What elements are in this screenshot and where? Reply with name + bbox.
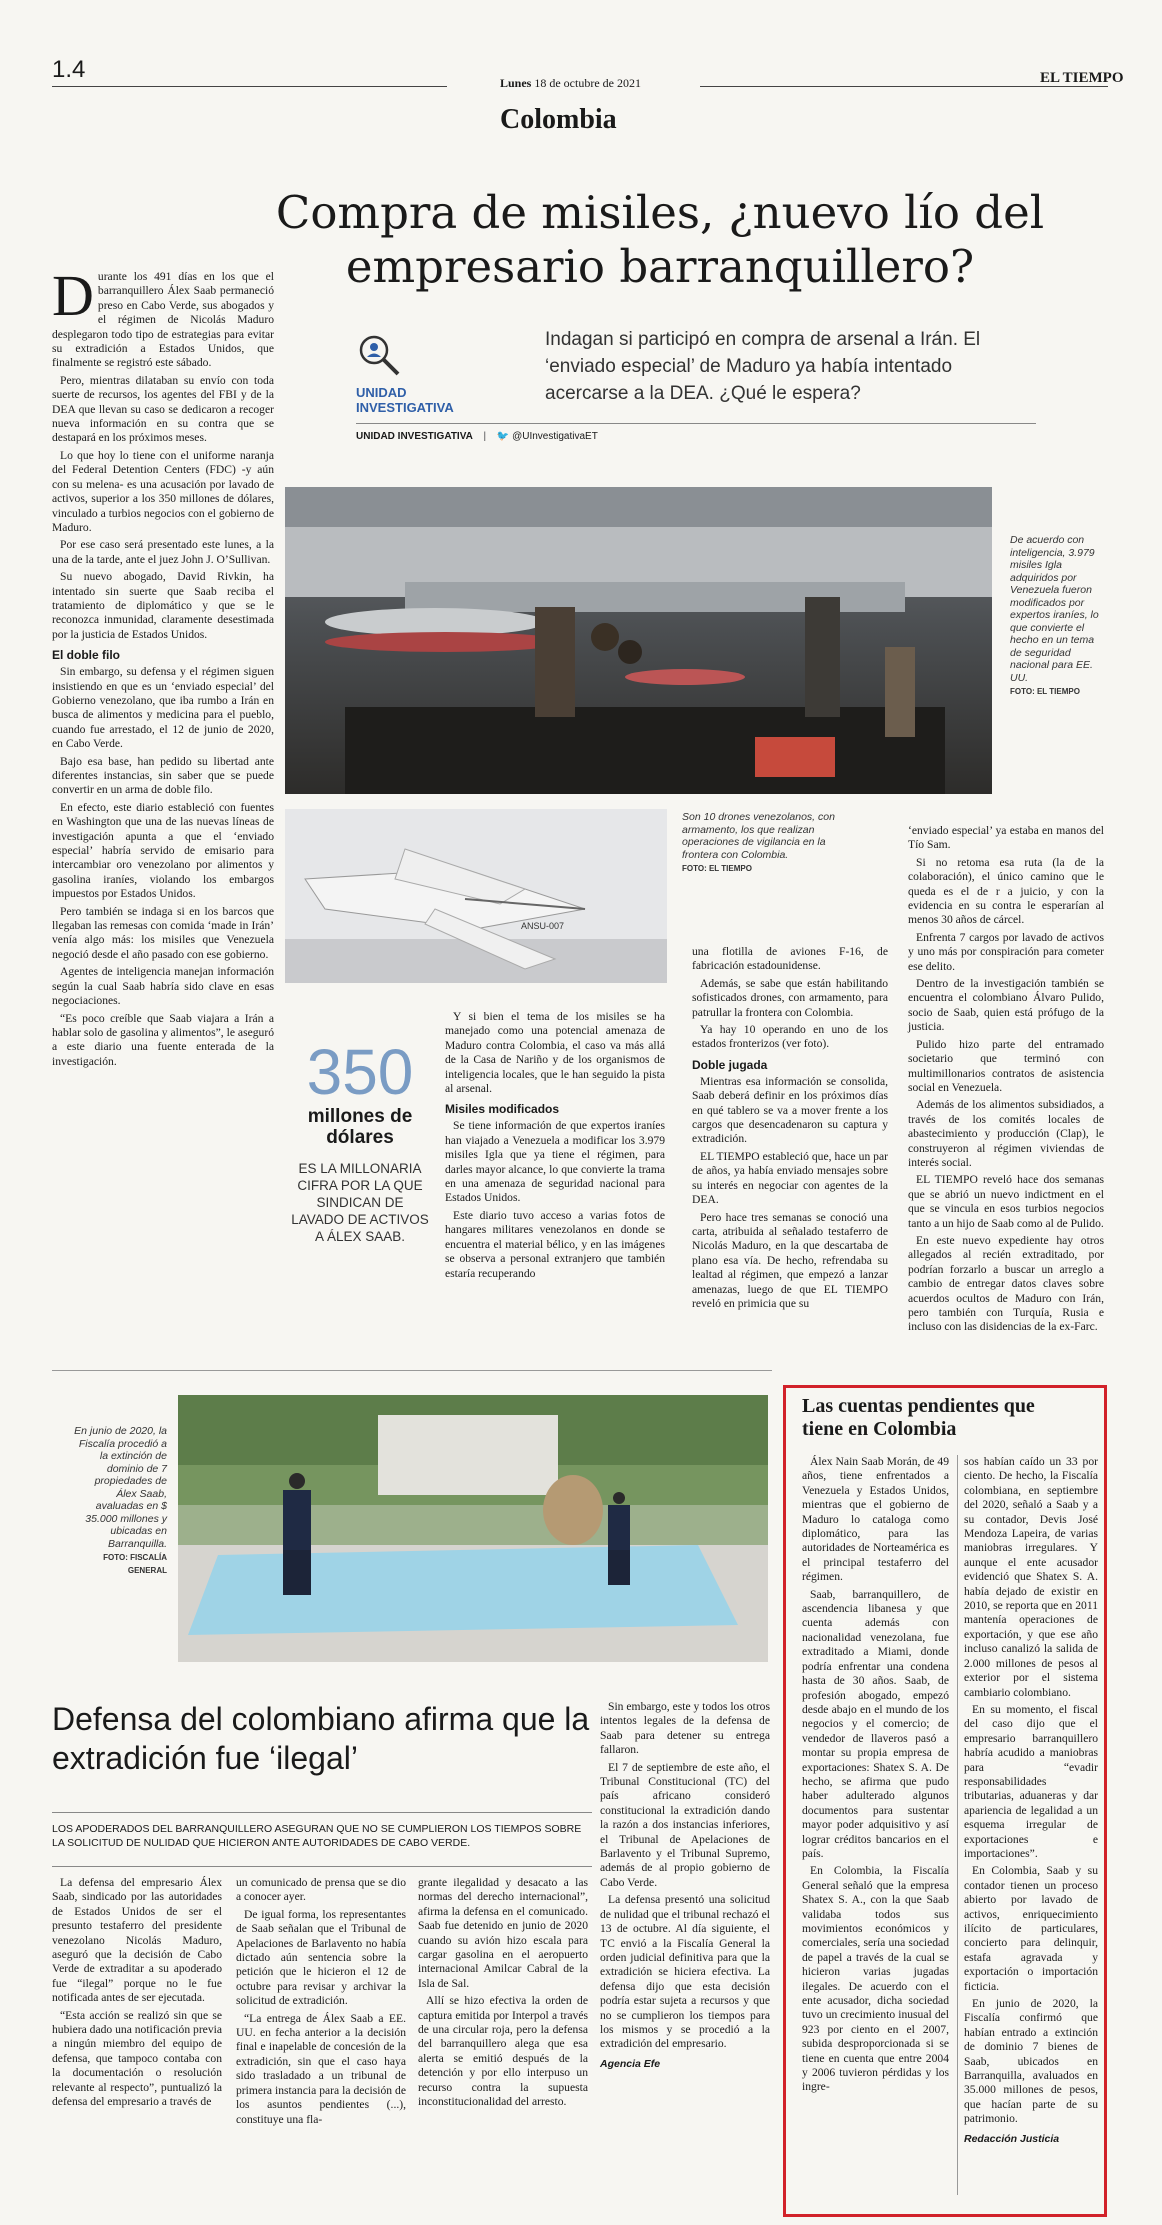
- pool-photo-credit: FOTO: FISCALÍA GENERAL: [103, 1553, 167, 1575]
- header-rule-left: [52, 86, 447, 87]
- article2-column-1: [52, 1876, 222, 2113]
- sidebar-column-1: [802, 1455, 949, 2098]
- paragraph: El 7 de septiembre de este año, el Tribunal Constitucional (TC) del país africano consideró constitucional la extradición dando la razón a dos instancias inferiores, el Tribunal de Apelaciones de Barlavento y el Tribunal Supremo, además de al propio gobierno de Cabo Verde.: [600, 1760, 770, 1889]
- article2-rule-bottom: [52, 1866, 592, 1867]
- paragraph: “Esta acción se realizó sin que se hubiera dado una notificación previa a ningún miembro del equipo de defensa, que tampoco contaba con la documentación o resolución relevante al respecto”, puntualizó la defensa del empresario a través de: [52, 2008, 222, 2109]
- paragraph: En Colombia, la Fiscalía General señaló que la empresa Shatex S. A., con la que Saab validaba todos sus movimientos económicos y comerciales, sería una sociedad de papel a través de la cual se hicieron varias jugadas ilegales. De acuerdo con el ente acusador, dicha sociedad tuvo un crecimiento inusual del 923 por ciento en el 2007, subida desproporcionada si se tiene en cuenta que entre 2004 y 2006 tuvieron pérdidas y los ingre-: [802, 1864, 949, 2094]
- paragraph: La defensa del empresario Álex Saab, sindicado por las autoridades de Estados Unidos de ser el presunto testaferro del presidente venezolano Nicolás Maduro, aseguró que la decisión de Cabo Verde de extraditar a su apoderado fue “ilegal” porque no le fue notificada antes de ser ejecutada.: [52, 1876, 222, 2005]
- paragraph: Enfrenta 7 cargos por lavado de activos y uno más por conspiración para cometer ese delito.: [908, 930, 1104, 973]
- paragraph: Dentro de la investigación también se encuentra el colombiano Álvaro Pulido, socio de Saab, quien está prófugo de la justicia.: [908, 977, 1104, 1034]
- photo2-caption: [682, 811, 862, 876]
- article1-headline: Compra de misiles, ¿nuevo lío del empresario barranquillero?: [275, 186, 1045, 293]
- paragraph: “La entrega de Álex Saab a EE. UU. en fecha anterior a la decisión final e inapelable de concesión de la extradición, sin que el caso haya sido trasladado a un tribunal de primera instancia para la decisión de los asuntos pendientes (...), constituye una fla-: [236, 2011, 406, 2126]
- paragraph: En junio de 2020, la Fiscalía confirmó que habían entrado a extinción de dominio 7 bienes de Saab, ubicados en Barranquilla, avaluados en 35.000 millones de pesos, que hacían parte de su patrimonio.: [964, 1997, 1098, 2126]
- sidebar-title: Las cuentas pendientes que tiene en Colombia: [802, 1395, 1035, 1440]
- drone-illustration: [285, 809, 667, 983]
- paragraph: En su momento, el fiscal del caso dijo que el empresario barranquillero habría acudido a maniobras para “evadir responsabilidades tributarias, aduaneras y dar apariencia de legalidad a un esquema irregular de exportaciones e importaciones”.: [964, 1702, 1098, 1860]
- sidebar-column-2: [964, 1455, 1098, 2145]
- article2-column-2: [236, 1876, 406, 2130]
- photo1-caption-text: De acuerdo con inteligencia, 3.979 misiles Igla adquiridos por Venezuela fueron modificados por expertos iraníes, lo que convierte el hecho en un tema de seguridad nacional para EE. UU.: [1010, 534, 1099, 684]
- twitter-handle: @UInvestigativaET: [512, 431, 598, 442]
- paragraph: En efecto, este diario estableció con fuentes en Washington que una de las nuevas líneas de investigación apunta a que el ‘enviado especial’ habría servido de emisario para intercambiar oro venezolano por alimentos y gasolina iraníes, violando los embargos impuestos por Estados Unidos.: [52, 800, 274, 901]
- drone-marking: ANSU-007: [521, 921, 565, 931]
- paragraph: urante los 491 días en los que el barranquillero Álex Saab permaneció preso en Cabo Verde, sus abogados y el régimen de Nicolás Maduro desplegaron todo tipo de estrategias para evitar su extradición a Estados Unidos, que finalmente se registró este sábado.: [52, 270, 274, 370]
- photo1-caption: [1010, 534, 1102, 699]
- paragraph: “Es poco creíble que Saab viajara a Irán a hablar solo de gasolina y alimentos”, le aseguró a este diario una fuente enterada de la investigación.: [52, 1011, 274, 1068]
- paragraph: Pero hace tres semanas se conoció una carta, atribuida al señalado testaferro de Nicolás Maduro, en la que descartaba de plano esa vía. De hecho, refrendaba su lealtad al régimen, que empezó a lanzar amenazas, luego de que EL TIEMPO reveló en primicia que su: [692, 1210, 888, 1310]
- pool-caption-text: En junio de 2020, la Fiscalía procedió a la extinción de dominio de 7 propiedades de Álex Saab, avaluadas en $ 35.000 millones y ubicadas en Barranquilla.: [74, 1425, 167, 1550]
- header-date: [500, 76, 641, 91]
- paragraph: Por ese caso será presentado este lunes, a la una de la tarde, ante el juez John J. O’Sullivan.: [52, 538, 274, 566]
- photo2-caption-text: Son 10 drones venezolanos, con armamento, los que realizan operaciones de vigilancia en la frontera con Colombia.: [682, 811, 835, 861]
- header-date-day: Lunes: [500, 76, 532, 90]
- sidebar-signature: Redacción Justicia: [964, 2132, 1060, 2145]
- paragraph: EL TIEMPO estableció que, hace un par de años, ya había enviado mensajes sobre su interés en negociar con agentes de la DEA.: [692, 1149, 888, 1207]
- paragraph: un comunicado de prensa que se dio a conocer ayer.: [236, 1876, 406, 1904]
- paragraph: Agentes de inteligencia manejan información según la cual Saab habría sido clave en esas negociaciones.: [52, 965, 274, 1008]
- pool-photo-caption: [72, 1425, 167, 1577]
- pool-illustration: [178, 1395, 768, 1662]
- paragraph: Sin embargo, este y todos los otros intentos legales de la defensa de Saab para detener su entrega fallaron.: [600, 1700, 770, 1757]
- subhead-doble-filo: El doble filo: [52, 648, 120, 663]
- article2-summary: LOS APODERADOS DEL BARRANQUILLERO ASEGURAN QUE NO SE CUMPLIERON LOS TIEMPOS SOBRE LA SOLICITUD DE NULIDAD QUE HICIERON ANTE AUTORIDADES DE CABO VERDE.: [52, 1823, 582, 1849]
- paragraph: Se tiene información de que expertos iraníes han viajado a Venezuela a modificar los 3.979 misiles Igla que ya tiene el régimen, para darles mayor alcance, lo que convierte la trama en una amenaza de seguridad nacional para Estados Unidos.: [445, 1119, 665, 1205]
- paragraph: Saab, barranquillero, de ascendencia libanesa y que cuenta además con nacionalidad venezolana, fue extraditado a Miami, donde podría enfrentar una condena hasta de 30 años. Saab, de profesión abogado, empezó desde abajo en el mundo de los negocios y el comercio; de vendedor de llaveros pasó a montar su propia empresa de exportaciones: Shatex S. A. De hecho, se afirma que pudo haber adulterado algunos documentos para sustentar mayor poder adquisitivo y así lograr créditos bancarios en el país.: [802, 1587, 949, 1860]
- paragraph: ‘enviado especial’ ya estaba en manos del Tío Sam.: [908, 824, 1104, 852]
- paragraph: Pero también se indaga si en los barcos que llegaban las remesas con comida ‘made in Irán’ venía algo más: los misiles que Venezuela negoció desde el año pasado con ese gobierno.: [52, 904, 274, 961]
- paragraph: Sin embargo, su defensa y el régimen siguen insistiendo en que es un ‘enviado especial’ del Gobierno venezolano, que iba rumbo a Irán en busca de alimentos y medicina para el pueblo, cuando fue arrestado, el 12 de junio de 2020, en Cabo Verde.: [52, 665, 274, 751]
- pullquote-text: ES LA MILLONARIA CIFRA POR LA QUE SINDICAN DE LAVADO DE ACTIVOS A ÁLEX SAAB.: [291, 1161, 429, 1244]
- article1-column-5: [908, 824, 1104, 1338]
- pullquote: [290, 1036, 430, 1245]
- paragraph: Pulido hizo parte del entramado societario que terminó con multimillonarios contratos de asistencia social en Venezuela.: [908, 1037, 1104, 1094]
- dropcap: D: [52, 263, 94, 328]
- paragraph: En Colombia, Saab y su contador tienen un proceso abierto por lavado de activos, enriquecimiento ilícito de particulares, concierto para delinquir, estafa agravada y exportación o importación ficticia.: [964, 1864, 1098, 1993]
- byline-unit: UNIDAD INVESTIGATIVA: [356, 431, 473, 442]
- sidebar-column-divider: [957, 1455, 958, 2195]
- missiles-hangar-photo: [285, 487, 992, 794]
- missiles-hangar-illustration: [285, 487, 992, 794]
- photo2-credit: FOTO: EL TIEMPO: [682, 864, 752, 873]
- article1-column-3: [445, 1010, 665, 1284]
- unit-logo-text: UNIDAD INVESTIGATIVA: [356, 385, 454, 415]
- paragraph: Este diario tuvo acceso a varias fotos de hangares militares venezolanos en donde se encuentra el material bélico, y en las imágenes se observa a personal extranjero que también estaría recuperando: [445, 1208, 665, 1280]
- header-date-rest: 18 de octubre de 2021: [534, 76, 641, 90]
- article2-rule-top: [52, 1812, 592, 1813]
- paragraph: En este nuevo expediente hay otros allegados al recién extraditado, por podrían forzarlo a buscar un arreglo a cambio de entregar datos claves sobre acuerdos ocultos de Maduro con Irán, pero también con Turquía, Rusia e incluso con las disidencias de la ex-Farc.: [908, 1233, 1104, 1334]
- paragraph: Ya hay 10 operando en uno de los estados fronterizos (ver foto).: [692, 1023, 888, 1051]
- paragraph: Mientras esa información se consolida, Saab deberá definir en los próximos días en qué tablero se va a mover frente a los cargos que desencadenaron su captura y extradición.: [692, 1074, 888, 1146]
- paragraph: Álex Nain Saab Morán, de 49 años, tiene enfrentados a Venezuela y Estados Unidos, mientras que el gobierno de Maduro lo cataloga como diplomático, para las autoridades de Norteamérica es el principal testaferro del régimen.: [802, 1455, 949, 1584]
- article2-headline: Defensa del colombiano afirma que la extradición fue ‘ilegal’: [52, 1701, 590, 1776]
- paragraph: Si no retoma esa ruta (la de la colaboración), el único camino que le queda es el de r a juicio, y con la evidencia en su contra le esperarían al menos 30 años de cárcel.: [908, 855, 1104, 927]
- article2-column-4: [600, 1700, 770, 2070]
- paragraph: Además, se sabe que están habilitando sofisticados drones, con armamento, para patrullar la frontera con Colombia.: [692, 976, 888, 1019]
- paragraph: Allí se hizo efectiva la orden de captura emitida por Interpol a través de una circular roja, pero la defensa del barranquillero alega que esa alerta se emitió después de la detención y por ello interpuso un recurso contra la supuesta inconstitucionalidad del arresto.: [418, 1994, 588, 2109]
- paragraph: EL TIEMPO reveló hace dos semanas que se abrió un nuevo indictment en el que se vincula en esos turbios negocios tanto a un hijo de Saab como al de Pulido.: [908, 1173, 1104, 1230]
- pool-photo: [178, 1395, 768, 1662]
- drone-photo: [285, 809, 667, 983]
- paragraph: Pero, mientras dilataban su envío con toda suerte de recursos, los agentes del FBI y de la DEA que llevan su caso se dedicaron a recoger nueva información en su contra que se destapará en los próximos meses.: [52, 373, 274, 445]
- twitter-icon: 🐦: [496, 431, 510, 442]
- unit-logo: [356, 332, 496, 415]
- section-title: Colombia: [500, 104, 617, 135]
- paragraph: grante ilegalidad y desacato a las normas del derecho internacional”, afirma la defensa en el comunicado. Saab fue detenido en junio de 2020 cuando su avión hizo escala para cargar gasolina en el aeropuerto internacional Amilcar Cabral de la Isla de Sal.: [418, 1876, 588, 1990]
- magnifier-icon: [356, 332, 402, 378]
- article2-signature: Agencia Efe: [600, 2057, 661, 2070]
- paragraph: De igual forma, los representantes de Saab señalan que el Tribunal de Apelaciones de Barlavento no había dictado aún sentencia sobre la petición que le hicieron el 12 de octubre para revisar y archivar la solicitud de extradición.: [236, 1907, 406, 2008]
- subhead-misiles-modificados: Misiles modificados: [445, 1102, 560, 1117]
- article2-column-3: [418, 1876, 588, 2113]
- article1-standfirst: Indagan si participó en compra de arsenal a Irán. El ‘enviado especial’ de Maduro ya había intentado acercarse a la DEA. ¿Qué le espera?: [545, 329, 981, 404]
- byline-rule: [356, 423, 1036, 424]
- article1-column-4: [692, 945, 888, 1314]
- brand-logo: EL TIEMPO: [1040, 70, 1124, 86]
- page-number: 1.4: [52, 56, 86, 83]
- pullquote-unit: millones de dólares: [307, 1106, 413, 1148]
- paragraph: La defensa presentó una solicitud de nulidad que el tribunal rechazó el 13 de octubre. Al día siguiente, el TC envió a la Fiscalía General la orden judicial definitiva para que la extradición se hiciera efectiva. La defensa dijo que esta decisión podría estar sujeta a recursos y que no se cumplieron los tiempos para los mismos y se procedió a la extradición del empresario.: [600, 1893, 770, 2051]
- paragraph: Su nuevo abogado, David Rivkin, ha intentado sin suerte que Saab reciba el tratamiento de diplomático y que se le reconozca inmunidad, claramente desestimada por la justicia de Estados Unidos.: [52, 570, 274, 641]
- photo1-credit: FOTO: EL TIEMPO: [1010, 687, 1080, 696]
- section-divider: [52, 1370, 772, 1371]
- paragraph: sos habían caído un 33 por ciento. De hecho, la Fiscalía colombiana, en septiembre del 2020, señaló a Saab y a su contador, Devis José Mendoza Lapeira, de varias maniobras irregulares. Y aunque el ente acusador evidenció que Shatex S. A. había dejado de existir en 2010, se reporta que en 2011 mantenía operaciones de exportación, y que ese año incluso canalizó la salida de 2.000 millones de pesos al exterior por el sistema cambiario colombiano.: [964, 1455, 1098, 1699]
- paragraph: una flotilla de aviones F-16, de fabricación estadounidense.: [692, 945, 888, 973]
- paragraph: Además de los alimentos subsidiados, a través de los comités locales de abastecimiento y producción (Clap), le construyeron al régimen viviendas de interés social.: [908, 1098, 1104, 1169]
- paragraph: Y si bien el tema de los misiles se ha manejado como una potencial amenaza de Maduro contra Colombia, el caso va más allá de la Casa de Nariño y de los organismos de inteligencia locales, que le han seguido la pista al arsenal.: [445, 1010, 665, 1096]
- pullquote-number: 350: [306, 1036, 414, 1108]
- article1-column-1: [52, 263, 274, 1072]
- byline: UNIDAD INVESTIGATIVA | 🐦 @UInvestigativaET: [356, 431, 598, 442]
- subhead-doble-jugada: Doble jugada: [692, 1057, 768, 1072]
- paragraph: Lo que hoy lo tiene con el uniforme naranja del Federal Detention Centers (FDC) -y aún con su melena- es una acusación por lavado de activos, superior a los 350 millones de dólares, vinculado a turbios negocios con el gobierno de Maduro.: [52, 448, 274, 534]
- paragraph: Bajo esa base, han pedido su libertad ante diferentes instancias, sin saber que se puede convertir en un arma de doble filo.: [52, 754, 274, 797]
